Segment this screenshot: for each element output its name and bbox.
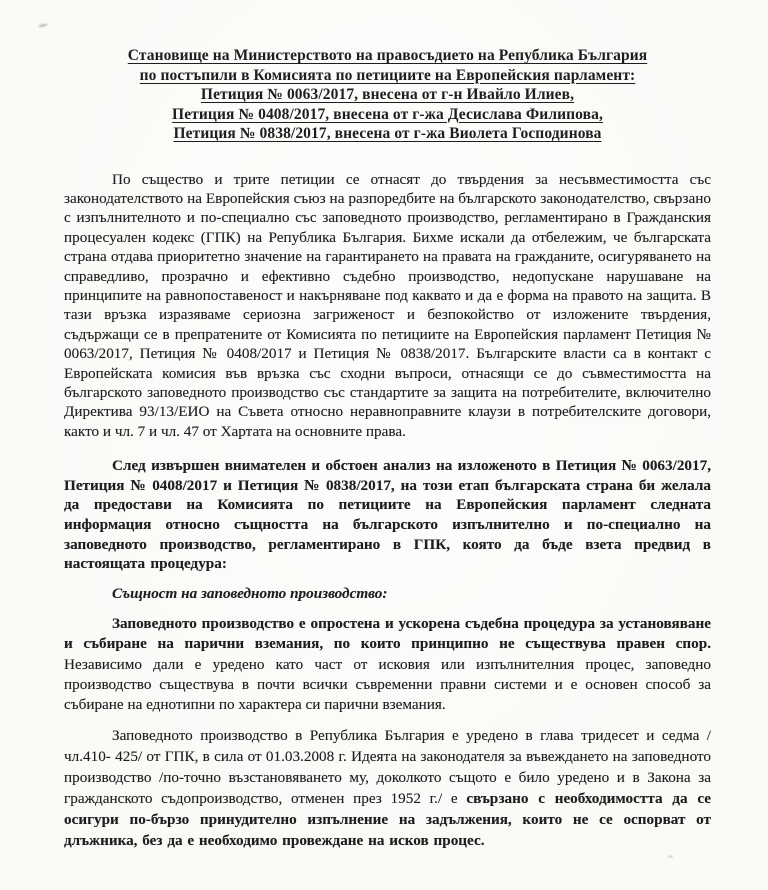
essence-rest: Независимо дали е уредено като част от исковия или изпълнителния процес, заповедно производство съществува в почти всички съвременни правни системи и е основен способ за събиране на еднотипни по характера си парични вземания. <box>64 655 711 714</box>
section-heading: Същност на заповедното производство: <box>112 584 388 602</box>
title-line-4: Петиция № 0408/2017, внесена от г-жа Десислава Филипова, <box>172 105 603 123</box>
scan-speck-artifact <box>668 855 673 858</box>
history-bold-rest: свързано с необходимостта да се осигури по-бързо принудително изпълнение на задължения, които не се оспорват от длъжника, без да е необходимо провеждане на исков процес. <box>64 789 711 849</box>
paragraph-history <box>64 725 711 851</box>
scan-smudge-artifact <box>38 23 48 28</box>
essence-bold-lead: Заповедното производство е опростена и ускорена съдебна процедура за установяване и събиране на парични вземания, по които принципно не съществува правен спор. <box>64 614 711 653</box>
title-line-1: Становище на Министерството на правосъдието на Република България <box>127 47 648 64</box>
title-line-3: Петиция № 0063/2017, внесена от г-н Ивайло Илиев, <box>200 86 575 103</box>
history-lead: Заповедното производство в Република България е уредено в глава тридесет и седма /чл.410- 425/ от ГПК, в сила от 01.03.2008 г. Идеята на законодателя за въвеждането на заповедното производство /по-точно възстановяването му, доколкото същото е било уредено и в Закона за гражданското съдопроизводство, отменен през 1952 г./ е <box>64 726 711 807</box>
title-line-5: Петиция № 0838/2017, внесена от г-жа Виолета Господинова <box>173 125 602 142</box>
paragraph-overview: По същество и трите петиции се отнасят до твърдения за несъвместимостта със законодателството на Европейския съюз на разпоредбите на българското законодателство, свързано с изпълнителното и по-специално със заповедното производство, регламентирано в Гражданския процесуален кодекс (ГПК) на Република България. Бихме искали да отбележим, че българската страна отдава приоритетно значение на гарантирането на правата на гражданите, осигуряването на справедливо, прозрачно и ефективно съдебно производство, недопускане нарушаване на принципите на равнопоставеност и накърняване под каквато и да е форма на правото на защита. В тази връзка изразяваме сериозна загриженост и безпокойство от изложените твърдения, съдържащи се в препратените от Комисията по петициите на Европейския парламент Петиция № 0063/2017, Петиция № 0408/2017 и Петиция № 0838/2017. Българските власти са в контакт с Европейската комисия във връзка със сходни въпроси, отнасящи се до съвместимостта на българското заповедното производство със стандартите за защита на потребителите, включително Директива 93/13/ЕИО на Съвета относно неравноправните клаузи в потребителските договори, както и чл. 7 и чл. 47 от Хартата на основните права. <box>64 170 711 440</box>
document-title <box>64 46 711 144</box>
paragraph-analysis: След извършен внимателен и обстоен анализ на изложеното в Петиция № 0063/2017, Петиция № 0408/2017 и Петиция № 0838/2017, на този етап българската страна би желала да предостави на Комисията по петициите на Европейския парламент следната информация относно същността на българското изпълнително и по-специално на заповедното производство, регламентирано в ГПК, която да бъде взета предвид в настоящата процедура: <box>64 457 711 573</box>
paragraph-essence <box>64 614 711 716</box>
title-line-2: по постъпили в Комисията по петициите на Европейския парламент: <box>139 66 636 84</box>
